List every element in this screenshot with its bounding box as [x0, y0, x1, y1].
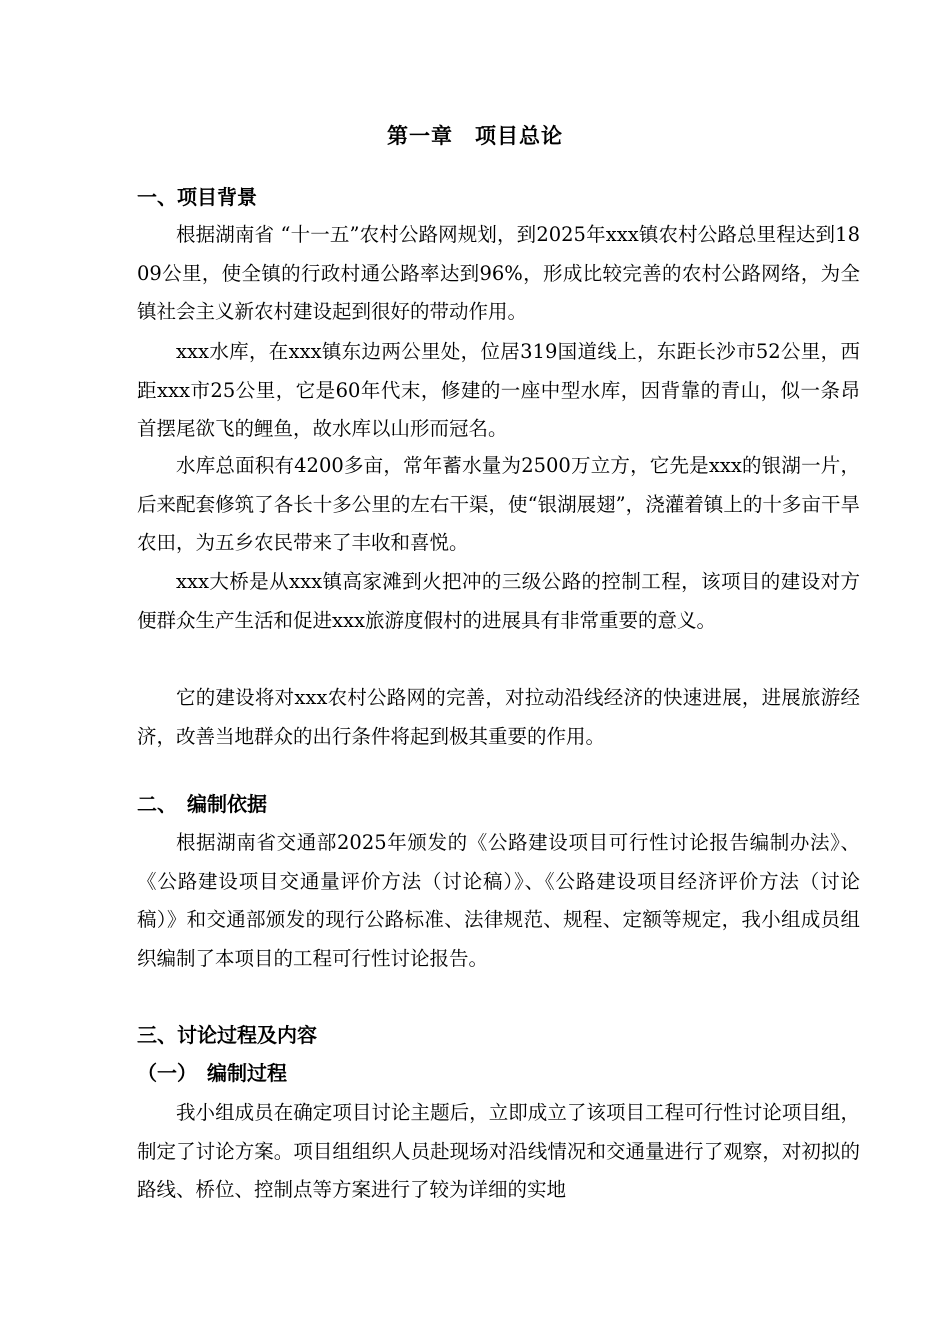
paragraph-background-1: 根据湖南省 “十一五”农村公路网规划，到2025年xxx镇农村公路总里程达到1809公里，使全镇的行政村通公路率达到96%，形成比较完善的农村公路网络，为全镇社会主义新农村建设起到很好的带动作用。	[137, 223, 860, 323]
paragraph-background-4: xxx大桥是从xxx镇高家滩到火把冲的三级公路的控制工程，该项目的建设对方便群众生产生活和促进xxx旅游度假村的进展具有非常重要的意义。	[137, 570, 860, 632]
paragraph-background-2: xxx水库，在xxx镇东边两公里处，位居319国道线上，东距长沙市52公里，西距xxx市25公里，它是60年代末，修建的一座中型水库，因背靠的青山，似一条昂首摆尾欲飞的鲤鱼，故水库以山形而冠名。	[137, 340, 860, 440]
paragraph-background-3: 水库总面积有4200多亩，常年蓄水量为2500万立方，它先是xxx的银湖一片，后来配套修筑了各长十多公里的左右干渠，使“银湖展翅”，浇灌着镇上的十多亩干旱农田，为五乡农民带来了丰收和喜悦。	[137, 454, 860, 554]
paragraph-background-5: 它的建设将对xxx农村公路网的完善，对拉动沿线经济的快速进展，进展旅游经济，改善当地群众的出行条件将起到极其重要的作用。	[137, 686, 860, 748]
section-heading-basis: 二、 编制依据	[137, 792, 267, 816]
chapter-title: 第一章 项目总论	[387, 123, 563, 148]
section-heading-process: 三、讨论过程及内容	[137, 1023, 317, 1047]
section-heading-background: 一、项目背景	[137, 185, 257, 209]
subsection-heading-process: （一） 编制过程	[137, 1061, 287, 1085]
paragraph-process: 我小组成员在确定项目讨论主题后，立即成立了该项目工程可行性讨论项目组，制定了讨论方案。项目组组织人员赴现场对沿线情况和交通量进行了观察，对初拟的路线、桥位、控制点等方案进行了较为详细的实地	[137, 1101, 860, 1201]
paragraph-basis: 根据湖南省交通部2025年颁发的《公路建设项目可行性讨论报告编制办法》、《公路建设项目交通量评价方法（讨论稿）》、《公路建设项目经济评价方法（讨论稿）》和交通部颁发的现行公路标准、法律规范、规程、定额等规定，我小组成员组织编制了本项目的工程可行性讨论报告。	[137, 831, 860, 970]
